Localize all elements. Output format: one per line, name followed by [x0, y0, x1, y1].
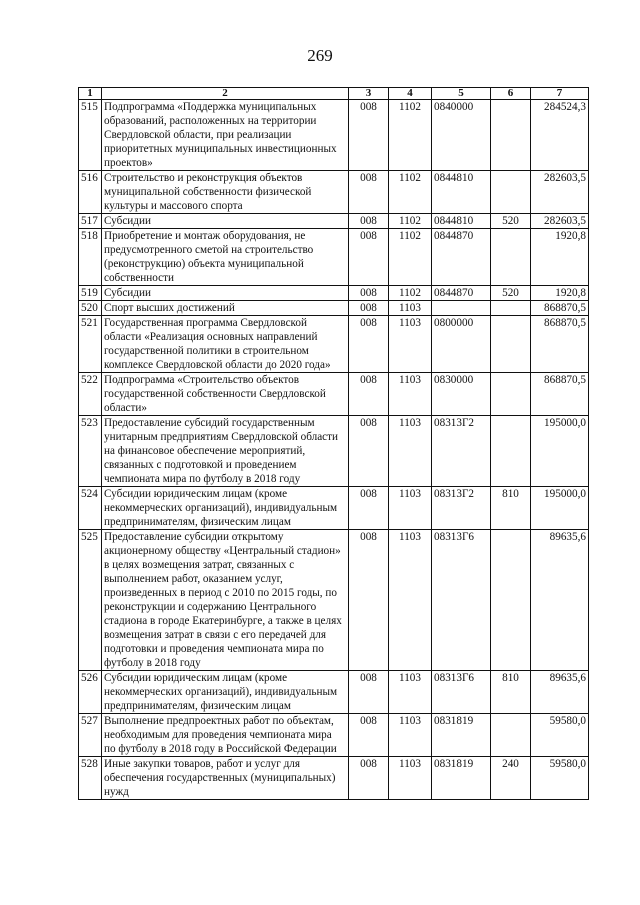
expense-code: [491, 316, 531, 373]
amount: 1920,8: [531, 286, 589, 301]
expense-code: [491, 714, 531, 757]
table-row: [79, 171, 589, 214]
table-row: [79, 671, 589, 714]
table-row: [79, 373, 589, 416]
section-code: 1102: [389, 214, 432, 229]
amount: 868870,5: [531, 316, 589, 373]
section-code: 1103: [389, 416, 432, 487]
table-row: [79, 100, 589, 171]
expense-code: 240: [491, 757, 531, 800]
amount: 89635,6: [531, 671, 589, 714]
row-number: 520: [79, 301, 102, 316]
amount: 89635,6: [531, 530, 589, 671]
row-name: Государственная программа Свердловской области «Реализация основных направлений государственной политики в строительном комплексе Свердловской области до 2020 года»: [102, 316, 349, 373]
page-number: 269: [307, 46, 333, 65]
target-code: 0840000: [432, 100, 491, 171]
row-number: 523: [79, 416, 102, 487]
row-name: Субсидии: [102, 286, 349, 301]
amount: 284524,3: [531, 100, 589, 171]
row-number: 527: [79, 714, 102, 757]
target-code: 08313Г2: [432, 416, 491, 487]
ministry-code: 008: [349, 229, 389, 286]
row-number: 517: [79, 214, 102, 229]
amount: 195000,0: [531, 416, 589, 487]
target-code: 0844870: [432, 286, 491, 301]
table-row: [79, 757, 589, 800]
row-number: 519: [79, 286, 102, 301]
budget-table: [78, 87, 589, 800]
column-header: 3: [349, 88, 389, 100]
row-name: Спорт высших достижений: [102, 301, 349, 316]
expense-code: [491, 171, 531, 214]
expense-code: 520: [491, 214, 531, 229]
row-name: Иные закупки товаров, работ и услуг для обеспечения государственных (муниципальных) нужд: [102, 757, 349, 800]
section-code: 1103: [389, 373, 432, 416]
row-name: Предоставление субсидии открытому акционерному обществу «Центральный стадион» в целях возмещения затрат, связанных с выполнением работ, оказанием услуг, произведенных в период с 2010 по 2015 годы, по реконструкции и содержанию Центрального стадиона в городе Екатеринбурге, а также в целях возмещения затрат в связи с его передачей для подготовки и проведения чемпионата мира по футболу в 2018 году: [102, 530, 349, 671]
row-name: Приобретение и монтаж оборудования, не предусмотренного сметой на строительство (реконструкцию) объекта муниципальной собственности: [102, 229, 349, 286]
ministry-code: 008: [349, 714, 389, 757]
row-name: Предоставление субсидий государственным унитарным предприятиям Свердловской области на финансовое обеспечение мероприятий, связанных с подготовкой и проведением чемпионата мира по футболу в 2018 году: [102, 416, 349, 487]
amount: 282603,5: [531, 214, 589, 229]
ministry-code: 008: [349, 530, 389, 671]
table-row: [79, 229, 589, 286]
ministry-code: 008: [349, 487, 389, 530]
section-code: 1102: [389, 100, 432, 171]
row-name: Субсидии: [102, 214, 349, 229]
expense-code: [491, 416, 531, 487]
expense-code: 810: [491, 487, 531, 530]
target-code: 0831819: [432, 757, 491, 800]
row-number: 518: [79, 229, 102, 286]
table-row: [79, 316, 589, 373]
column-header: 4: [389, 88, 432, 100]
target-code: 08313Г2: [432, 487, 491, 530]
row-number: 524: [79, 487, 102, 530]
row-number: 525: [79, 530, 102, 671]
section-code: 1103: [389, 530, 432, 671]
amount: 1920,8: [531, 229, 589, 286]
ministry-code: 008: [349, 416, 389, 487]
expense-code: [491, 373, 531, 416]
column-header: 7: [531, 88, 589, 100]
target-code: 0844870: [432, 229, 491, 286]
column-header: 6: [491, 88, 531, 100]
section-code: 1103: [389, 757, 432, 800]
target-code: 0831819: [432, 714, 491, 757]
section-code: 1103: [389, 671, 432, 714]
row-number: 521: [79, 316, 102, 373]
amount: 868870,5: [531, 373, 589, 416]
row-number: 528: [79, 757, 102, 800]
ministry-code: 008: [349, 100, 389, 171]
section-code: 1103: [389, 301, 432, 316]
row-number: 526: [79, 671, 102, 714]
expense-code: [491, 229, 531, 286]
section-code: 1102: [389, 286, 432, 301]
row-name: Подпрограмма «Строительство объектов государственной собственности Свердловской области»: [102, 373, 349, 416]
target-code: 0830000: [432, 373, 491, 416]
header-row: [79, 88, 589, 100]
table-row: [79, 714, 589, 757]
target-code: 08313Г6: [432, 671, 491, 714]
ministry-code: 008: [349, 286, 389, 301]
table-row: [79, 214, 589, 229]
expense-code: [491, 100, 531, 171]
section-code: 1102: [389, 171, 432, 214]
row-name: Выполнение предпроектных работ по объектам, необходимым для проведения чемпионата мира по футболу в 2018 году в Российской Федерации: [102, 714, 349, 757]
amount: 195000,0: [531, 487, 589, 530]
target-code: 08313Г6: [432, 530, 491, 671]
column-header: 5: [432, 88, 491, 100]
column-header: 1: [79, 88, 102, 100]
amount: 868870,5: [531, 301, 589, 316]
table-row: [79, 487, 589, 530]
expense-code: 520: [491, 286, 531, 301]
ministry-code: 008: [349, 757, 389, 800]
section-code: 1102: [389, 229, 432, 286]
amount: 282603,5: [531, 171, 589, 214]
target-code: 0844810: [432, 171, 491, 214]
column-header: 2: [102, 88, 349, 100]
row-number: 522: [79, 373, 102, 416]
row-name: Субсидии юридическим лицам (кроме некоммерческих организаций), индивидуальным предпринимателям, физическим лицам: [102, 671, 349, 714]
ministry-code: 008: [349, 214, 389, 229]
table-row: [79, 286, 589, 301]
row-name: Строительство и реконструкция объектов муниципальной собственности физической культуры и массового спорта: [102, 171, 349, 214]
target-code: [432, 301, 491, 316]
amount: 59580,0: [531, 757, 589, 800]
section-code: 1103: [389, 316, 432, 373]
ministry-code: 008: [349, 301, 389, 316]
expense-code: 810: [491, 671, 531, 714]
row-number: 515: [79, 100, 102, 171]
section-code: 1103: [389, 487, 432, 530]
ministry-code: 008: [349, 671, 389, 714]
table-row: [79, 530, 589, 671]
expense-code: [491, 301, 531, 316]
amount: 59580,0: [531, 714, 589, 757]
expense-code: [491, 530, 531, 671]
table-row: [79, 301, 589, 316]
target-code: 0844810: [432, 214, 491, 229]
ministry-code: 008: [349, 316, 389, 373]
table-row: [79, 416, 589, 487]
target-code: 0800000: [432, 316, 491, 373]
row-name: Субсидии юридическим лицам (кроме некоммерческих организаций), индивидуальным предпринимателям, физическим лицам: [102, 487, 349, 530]
ministry-code: 008: [349, 171, 389, 214]
section-code: 1103: [389, 714, 432, 757]
row-name: Подпрограмма «Поддержка муниципальных образований, расположенных на территории Свердловской области, при реализации приоритетных муниципальных инвестиционных проектов»: [102, 100, 349, 171]
row-number: 516: [79, 171, 102, 214]
ministry-code: 008: [349, 373, 389, 416]
